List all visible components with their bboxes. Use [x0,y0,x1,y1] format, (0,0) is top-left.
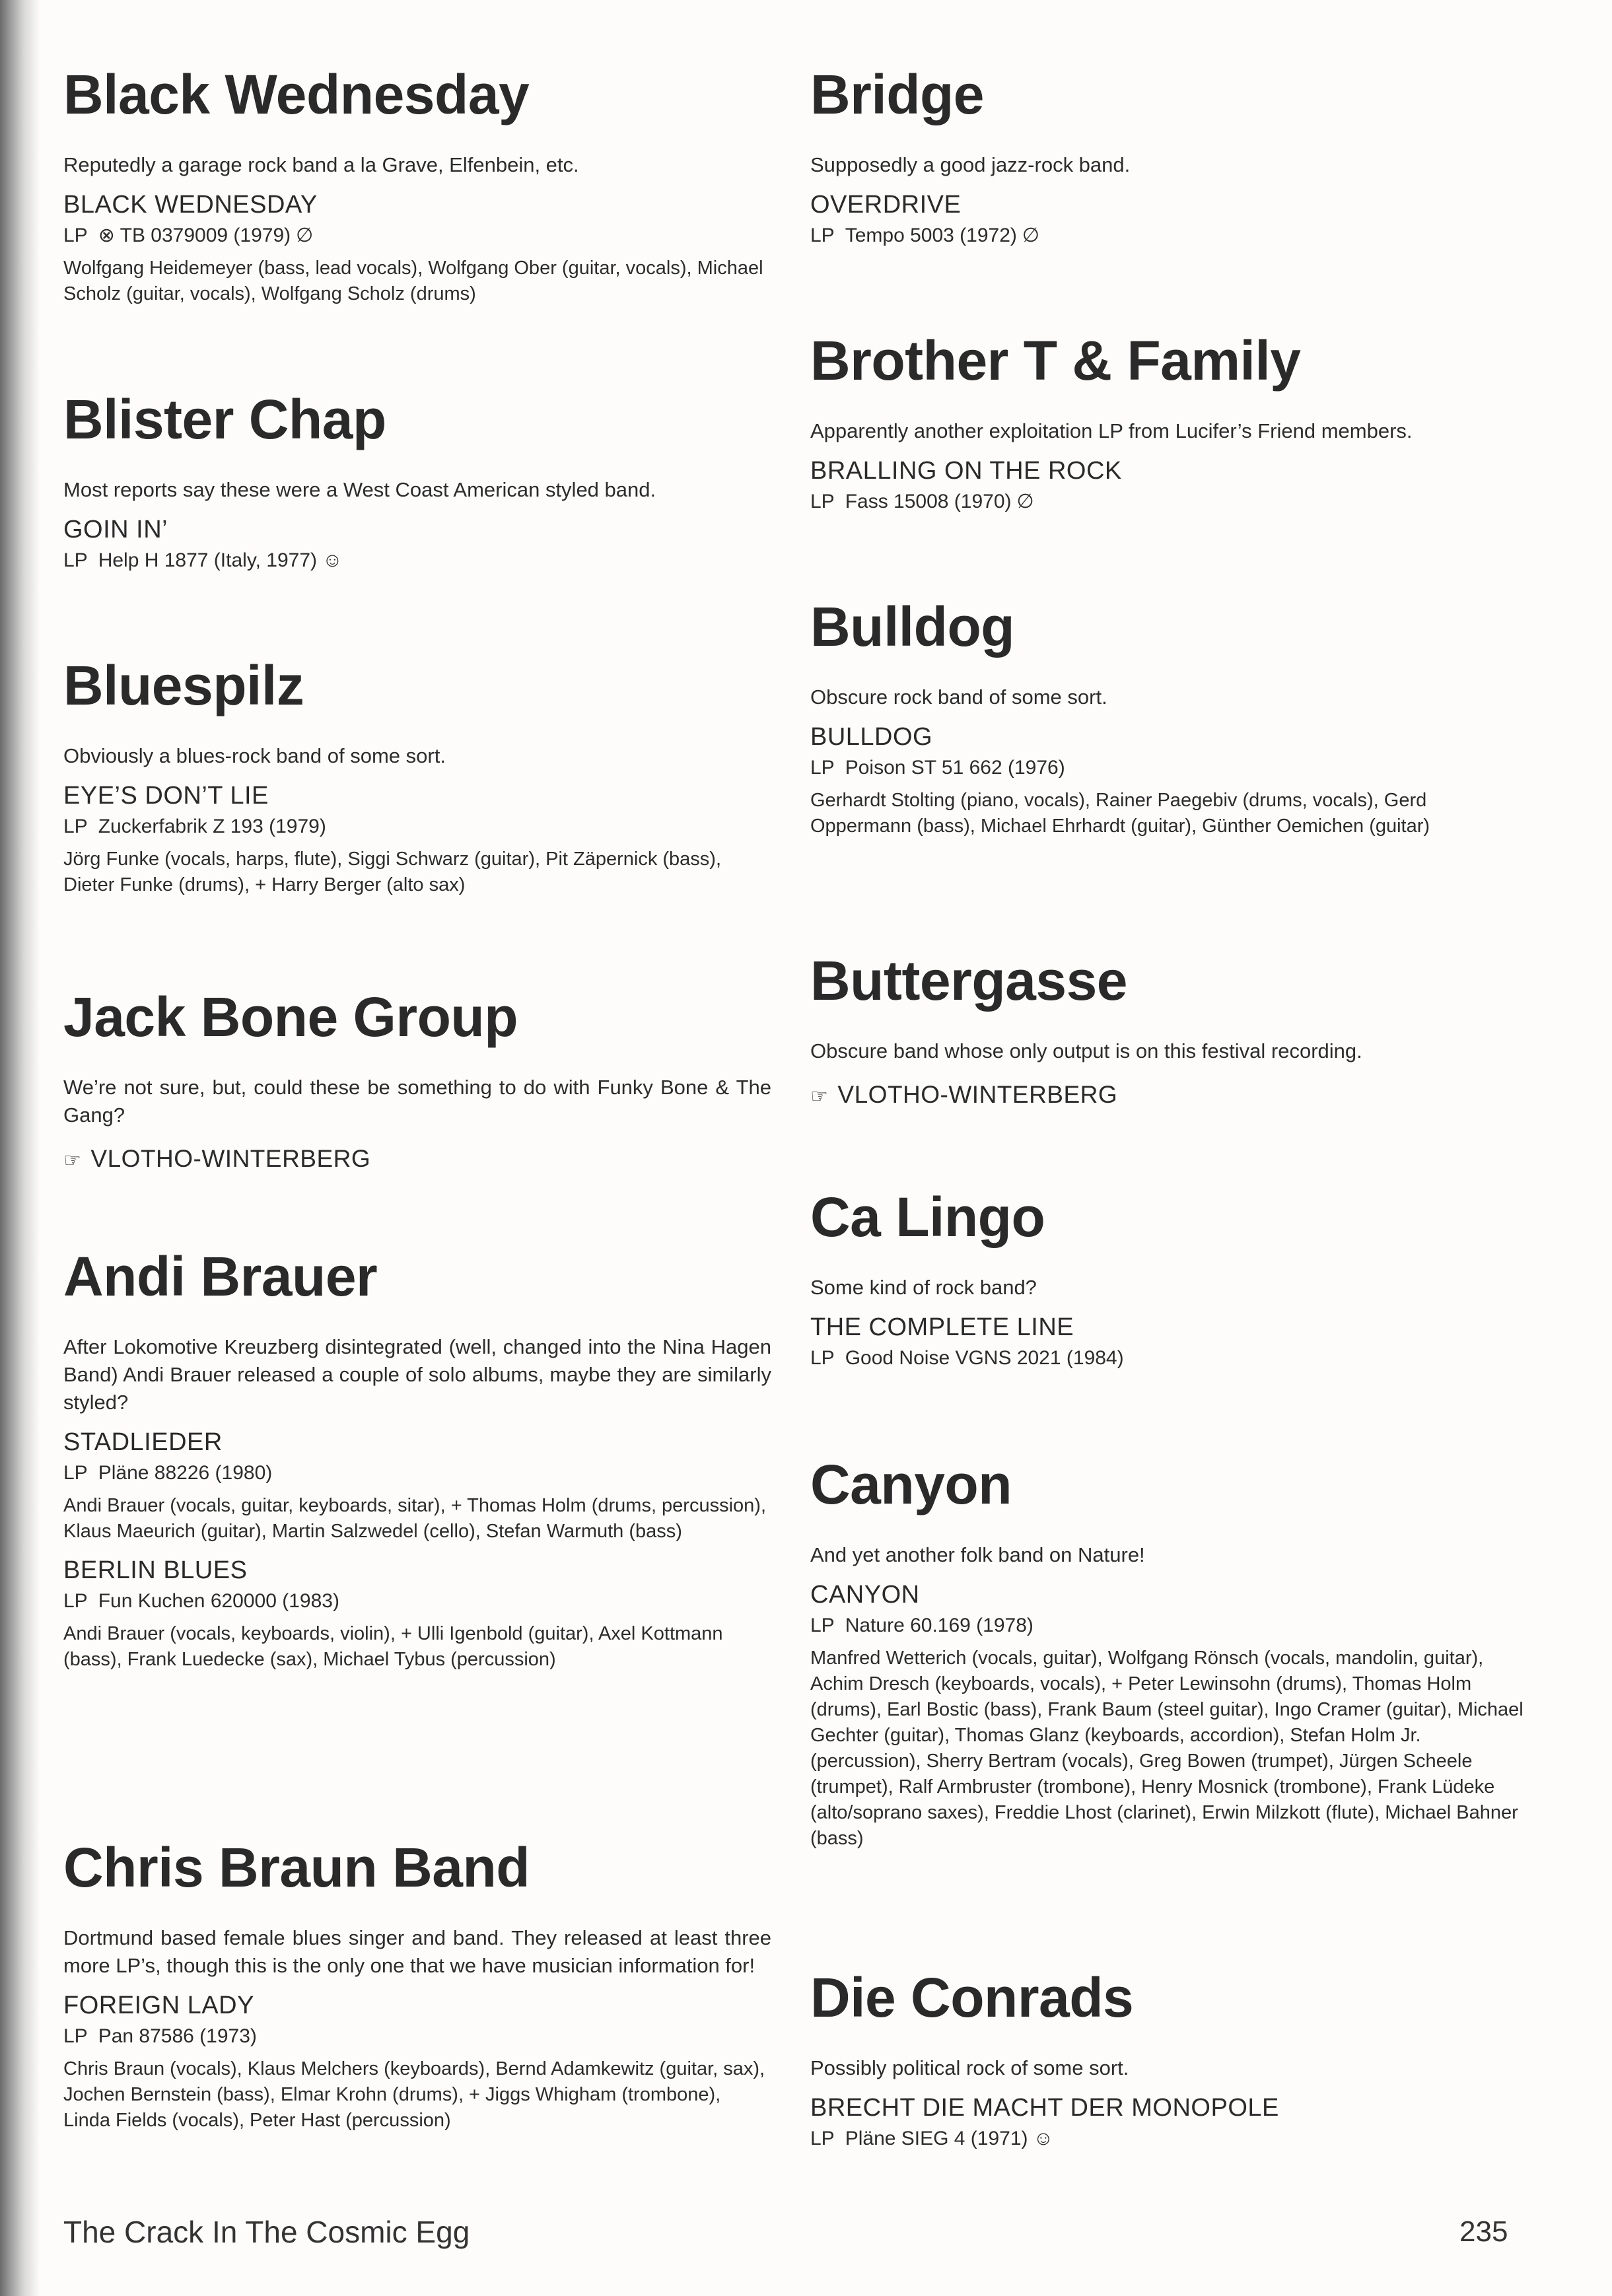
label-catalog: ⊗ TB 0379009 (1979) [98,225,291,246]
label-catalog: Fass 15008 (1970) [845,491,1012,512]
band-description: Most reports say these were a West Coast American styled band. [63,478,656,501]
rating-symbol: ☺ [1033,2128,1054,2149]
band-name: Blister Chap [63,388,386,450]
album-title: OVERDRIVE [810,191,962,219]
musicians-list: Manfred Wetterich (vocals, guitar), Wolfgang Rönsch (vocals, mandolin, guitar), Achim Dresch (keyboards, vocals), + Peter Lewinsohn (drums), Thomas Holm (drums), Earl Bostic (bass), Frank Baum (steel guitar), Ingo Cramer (guitar), Michael Gechter (guitar), Thomas Glanz (keyboards, accordion), Stefan Holm Jr. (percussion), Sherry Bertram (vocals), Greg Bowen (trumpet), Jürgen Scheele (trumpet), Ralf Armbruster (trombone), Henry Mosnick (trombone), Frank Lüdeke (alto/soprano saxes), Freddie Lhost (clarinet), Erwin Milzkott (flute), Michael Bahner (bass) [810,1648,1524,1849]
format-tag: LP [810,491,835,512]
band-description: Obscure band whose only output is on this festival recording. [810,1039,1362,1062]
rating-symbol: ∅ [1016,491,1034,512]
band-description: Apparently another exploitation LP from Lucifer’s Friend members. [810,419,1413,442]
album-title: BRALLING ON THE ROCK [810,457,1122,485]
album-title: BULLDOG [810,723,933,751]
release-info [63,221,771,250]
musicians-list: Andi Brauer (vocals, guitar, keyboards, sitar), + Thomas Holm (drums, percussion), Klaus Maeurich (guitar), Martin Salzwedel (cello), Stefan Warmuth (bass) [63,1495,767,1542]
release [63,188,771,307]
format-tag: LP [63,2025,88,2047]
entry-bridge [810,63,1530,250]
musicians-list: Wolfgang Heidemeyer (bass, lead vocals), Wolfgang Ober (guitar, vocals), Michael Scholz (guitar, vocals), Wolfgang Scholz (drums) [63,258,763,304]
release [810,188,1530,250]
label-catalog: Tempo 5003 (1972) [845,225,1017,246]
band-name: Ca Lingo [810,1186,1045,1248]
label-catalog: Nature 60.169 (1978) [845,1615,1034,1636]
release [63,1554,771,1673]
entry-ca-lingo [810,1185,1530,1373]
entry-bluespilz [63,654,771,898]
release-info [810,1611,1530,1640]
format-tag: LP [810,1615,835,1636]
album-title: BLACK WEDNESDAY [63,191,318,219]
entry-brother-t-family [810,329,1530,516]
band-name: Canyon [810,1453,1012,1515]
release-info [63,2022,771,2051]
format-tag: LP [63,1590,88,1612]
band-name: Black Wednesday [63,63,530,125]
entry-andi-brauer [63,1245,771,1673]
release [63,1989,771,2134]
band-name: Brother T & Family [810,330,1301,392]
book-title-footer: The Crack In The Cosmic Egg [63,2215,470,2249]
band-name: Chris Braun Band [63,1836,530,1898]
release-info [810,1344,1530,1373]
release-info [810,753,1530,783]
rating-symbol: ☺ [322,549,343,571]
band-description: Reputedly a garage rock band a la Grave, Elfenbein, etc. [63,153,579,176]
release [63,1426,771,1545]
album-title: STADLIEDER [63,1428,223,1456]
release [63,513,771,575]
entry-chris-braun-band [63,1836,771,2134]
label-catalog: Poison ST 51 662 (1976) [845,757,1065,779]
entry-buttergasse [810,949,1530,1113]
band-description: Supposedly a good jazz-rock band. [810,153,1131,176]
release [810,1311,1530,1373]
band-name: Jack Bone Group [63,986,518,1048]
release-info [63,1459,771,1488]
release-info [810,487,1530,516]
band-description: After Lokomotive Kreuzberg disintegrated (well, changed into the Nina Hagen Band) Andi Brauer released a couple of solo albums, maybe they are similarly styled? [63,1335,771,1414]
band-name: Bulldog [810,596,1015,658]
release-info [63,1587,771,1616]
entry-jack-bone-group [63,985,771,1177]
band-description: Possibly political rock of some sort. [810,2056,1129,2079]
xref-target: VLOTHO-WINTERBERG [837,1081,1118,1108]
format-tag: LP [810,757,835,779]
album-title: CANYON [810,1581,920,1609]
band-description: Obscure rock band of some sort. [810,685,1107,709]
pointing-hand-icon: ☞ [810,1086,829,1107]
musicians-list: Jörg Funke (vocals, harps, flute), Siggi Schwarz (guitar), Pit Zäpernick (bass), Dieter Funke (drums), + Harry Berger (alto sax) [63,849,722,895]
entry-canyon [810,1453,1530,1852]
format-tag: LP [810,225,835,246]
release-info [63,546,771,575]
format-tag: LP [810,1347,835,1369]
xref-target: VLOTHO-WINTERBERG [90,1145,371,1172]
release [810,1578,1530,1852]
label-catalog: Pan 87586 (1973) [98,2025,257,2047]
release [810,720,1530,839]
label-catalog: Pläne SIEG 4 (1971) [845,2128,1028,2149]
entry-blister-chap [63,388,771,575]
album-title: BRECHT DIE MACHT DER MONOPOLE [810,2094,1279,2122]
band-name: Bluespilz [63,654,304,716]
release-info [810,2124,1530,2153]
musicians-list: Gerhardt Stolting (piano, vocals), Rainer Paegebiv (drums, vocals), Gerd Oppermann (bass), Michael Ehrhardt (guitar), Günther Oemichen (guitar) [810,790,1430,837]
label-catalog: Pläne 88226 (1980) [98,1462,273,1484]
album-title: THE COMPLETE LINE [810,1313,1074,1341]
band-description: And yet another folk band on Nature! [810,1543,1145,1566]
release-info [63,812,771,841]
release [63,779,771,898]
format-tag: LP [63,225,88,246]
band-description: Dortmund based female blues singer and band. They released at least three more LP’s, though this is the only one that we have musician information for! [63,1926,771,1977]
format-tag: LP [63,1462,88,1484]
musicians-list: Andi Brauer (vocals, keyboards, violin), + Ulli Igenbold (guitar), Axel Kottmann (bass), Frank Luedecke (sax), Michael Tybus (percussion) [63,1623,723,1670]
label-catalog: Zuckerfabrik Z 193 (1979) [98,816,326,837]
pointing-hand-icon: ☞ [63,1150,82,1171]
release [810,2091,1530,2153]
entry-bulldog [810,595,1530,839]
cross-reference[interactable] [63,1142,771,1177]
rating-symbol: ∅ [1022,225,1040,246]
album-title: BERLIN BLUES [63,1556,248,1584]
band-name: Buttergasse [810,950,1128,1012]
band-name: Andi Brauer [63,1245,378,1307]
band-name: Die Conrads [810,1966,1134,2029]
album-title: FOREIGN LADY [63,1992,254,2019]
entry-black-wednesday [63,63,771,307]
band-name: Bridge [810,63,985,125]
release-info [810,221,1530,250]
album-title: GOIN IN’ [63,516,168,543]
entry-die-conrads [810,1966,1530,2153]
musicians-list: Chris Braun (vocals), Klaus Melchers (keyboards), Bernd Adamkewitz (guitar, sax), Jochen Bernstein (bass), Elmar Krohn (drums), + Jiggs Whigham (trombone), Linda Fields (vocals), Peter Hast (percussion) [63,2058,765,2131]
album-title: EYE’S DON’T LIE [63,782,269,810]
label-catalog: Fun Kuchen 620000 (1983) [98,1590,339,1612]
format-tag: LP [63,816,88,837]
label-catalog: Help H 1877 (Italy, 1977) [98,549,317,571]
cross-reference[interactable] [810,1078,1530,1113]
release [810,454,1530,516]
label-catalog: Good Noise VGNS 2021 (1984) [845,1347,1124,1369]
band-description: Some kind of rock band? [810,1276,1037,1299]
format-tag: LP [63,549,88,571]
rating-symbol: ∅ [296,225,314,246]
page-number: 235 [1459,2215,1508,2248]
band-description: Obviously a blues-rock band of some sort. [63,744,446,767]
format-tag: LP [810,2128,835,2149]
band-description: We’re not sure, but, could these be something to do with Funky Bone & The Gang? [63,1076,771,1127]
book-spine-shadow [0,0,40,2296]
